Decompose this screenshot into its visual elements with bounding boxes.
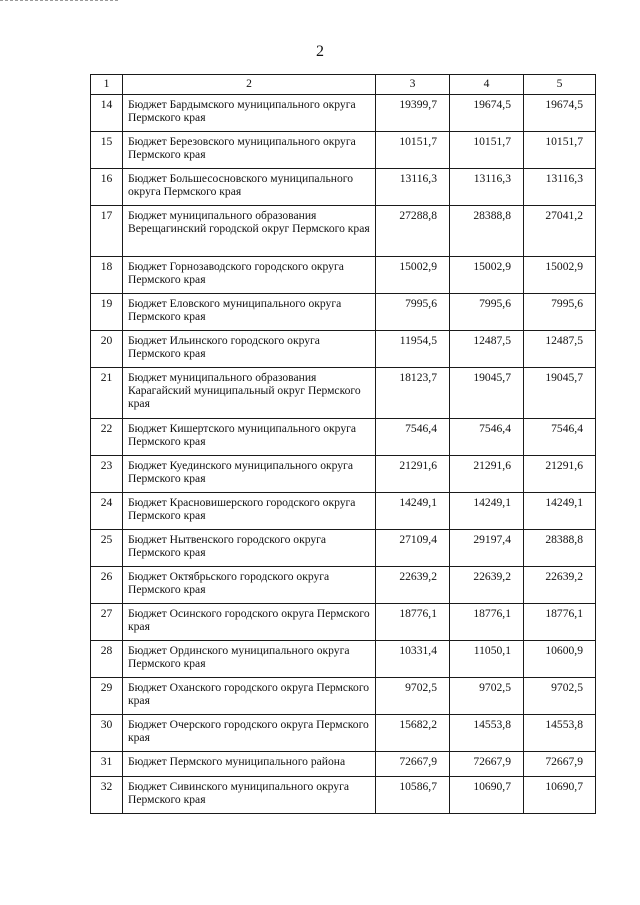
- table-row: [91, 567, 596, 604]
- column-header-1: 1: [91, 75, 123, 95]
- budget-name: Бюджет Кишертского муниципального округа Пермского края: [123, 419, 376, 456]
- row-number: 29: [91, 678, 123, 715]
- table-row: [91, 715, 596, 752]
- column-header-3: 3: [376, 75, 450, 95]
- table-row: [91, 777, 596, 814]
- value-col-4: 13116,3: [450, 169, 524, 206]
- budget-table: [90, 74, 596, 814]
- value-col-5: 28388,8: [524, 530, 596, 567]
- table-row: [91, 331, 596, 368]
- column-header-5: 5: [524, 75, 596, 95]
- value-col-4: 14553,8: [450, 715, 524, 752]
- value-col-4: 7546,4: [450, 419, 524, 456]
- budget-name: Бюджет Нытвенского городского округа Пермского края: [123, 530, 376, 567]
- page-number: 2: [316, 43, 324, 60]
- value-col-4: 29197,4: [450, 530, 524, 567]
- budget-name: Бюджет муниципального образования Карагайский муниципальный округ Пермского края: [123, 368, 376, 419]
- scan-corner-mark: [0, 0, 118, 3]
- table-row: [91, 419, 596, 456]
- table-row: [91, 604, 596, 641]
- value-col-3: 72667,9: [376, 752, 450, 777]
- value-col-5: 14249,1: [524, 493, 596, 530]
- row-number: 28: [91, 641, 123, 678]
- row-number: 16: [91, 169, 123, 206]
- value-col-3: 19399,7: [376, 95, 450, 132]
- budget-name: Бюджет Осинского городского округа Пермского края: [123, 604, 376, 641]
- value-col-4: 10690,7: [450, 777, 524, 814]
- value-col-4: 22639,2: [450, 567, 524, 604]
- value-col-3: 18123,7: [376, 368, 450, 419]
- column-number-row: [91, 75, 596, 95]
- value-col-4: 28388,8: [450, 206, 524, 257]
- budget-name: Бюджет Сивинского муниципального округа Пермского края: [123, 777, 376, 814]
- value-col-3: 9702,5: [376, 678, 450, 715]
- budget-name: Бюджет Куединского муниципального округа Пермского края: [123, 456, 376, 493]
- value-col-3: 14249,1: [376, 493, 450, 530]
- row-number: 31: [91, 752, 123, 777]
- value-col-3: 27288,8: [376, 206, 450, 257]
- table-row: [91, 530, 596, 567]
- row-number: 14: [91, 95, 123, 132]
- row-number: 25: [91, 530, 123, 567]
- value-col-5: 18776,1: [524, 604, 596, 641]
- budget-name: Бюджет Ординского муниципального округа Пермского края: [123, 641, 376, 678]
- row-number: 17: [91, 206, 123, 257]
- budget-name: Бюджет Октябрьского городского округа Пермского края: [123, 567, 376, 604]
- value-col-5: 10151,7: [524, 132, 596, 169]
- value-col-4: 11050,1: [450, 641, 524, 678]
- value-col-3: 7546,4: [376, 419, 450, 456]
- table-row: [91, 368, 596, 419]
- table-row: [91, 206, 596, 257]
- value-col-5: 13116,3: [524, 169, 596, 206]
- value-col-3: 15682,2: [376, 715, 450, 752]
- row-number: 18: [91, 257, 123, 294]
- value-col-3: 27109,4: [376, 530, 450, 567]
- value-col-4: 19674,5: [450, 95, 524, 132]
- budget-name: Бюджет Горнозаводского городского округа Пермского края: [123, 257, 376, 294]
- value-col-4: 18776,1: [450, 604, 524, 641]
- value-col-5: 10690,7: [524, 777, 596, 814]
- table-row: [91, 456, 596, 493]
- row-number: 32: [91, 777, 123, 814]
- table-row: [91, 641, 596, 678]
- budget-name: Бюджет Ильинского городского округа Пермского края: [123, 331, 376, 368]
- value-col-3: 10151,7: [376, 132, 450, 169]
- budget-name: Бюджет муниципального образования Верещагинский городской округ Пермского края: [123, 206, 376, 257]
- value-col-4: 10151,7: [450, 132, 524, 169]
- budget-name: Бюджет Пермского муниципального района: [123, 752, 376, 777]
- value-col-5: 14553,8: [524, 715, 596, 752]
- value-col-4: 12487,5: [450, 331, 524, 368]
- row-number: 20: [91, 331, 123, 368]
- value-col-3: 13116,3: [376, 169, 450, 206]
- row-number: 27: [91, 604, 123, 641]
- row-number: 30: [91, 715, 123, 752]
- column-header-2: 2: [123, 75, 376, 95]
- row-number: 26: [91, 567, 123, 604]
- value-col-4: 15002,9: [450, 257, 524, 294]
- table-row: [91, 678, 596, 715]
- value-col-5: 27041,2: [524, 206, 596, 257]
- value-col-3: 22639,2: [376, 567, 450, 604]
- table-row: [91, 257, 596, 294]
- value-col-3: 15002,9: [376, 257, 450, 294]
- value-col-3: 10331,4: [376, 641, 450, 678]
- table-row: [91, 132, 596, 169]
- value-col-5: 19045,7: [524, 368, 596, 419]
- table-row: [91, 294, 596, 331]
- value-col-5: 9702,5: [524, 678, 596, 715]
- value-col-3: 7995,6: [376, 294, 450, 331]
- value-col-5: 7546,4: [524, 419, 596, 456]
- value-col-4: 14249,1: [450, 493, 524, 530]
- row-number: 22: [91, 419, 123, 456]
- value-col-4: 72667,9: [450, 752, 524, 777]
- budget-name: Бюджет Красновишерского городского округа Пермского края: [123, 493, 376, 530]
- row-number: 24: [91, 493, 123, 530]
- row-number: 19: [91, 294, 123, 331]
- budget-table-body: [91, 75, 596, 814]
- value-col-3: 11954,5: [376, 331, 450, 368]
- table-row: [91, 752, 596, 777]
- value-col-5: 12487,5: [524, 331, 596, 368]
- budget-name: Бюджет Оханского городского округа Пермского края: [123, 678, 376, 715]
- budget-name: Бюджет Еловского муниципального округа Пермского края: [123, 294, 376, 331]
- table-row: [91, 169, 596, 206]
- budget-name: Бюджет Очерского городского округа Пермского края: [123, 715, 376, 752]
- table-row: [91, 95, 596, 132]
- budget-name: Бюджет Бардымского муниципального округа Пермского края: [123, 95, 376, 132]
- row-number: 23: [91, 456, 123, 493]
- value-col-5: 22639,2: [524, 567, 596, 604]
- value-col-5: 19674,5: [524, 95, 596, 132]
- value-col-3: 21291,6: [376, 456, 450, 493]
- value-col-4: 19045,7: [450, 368, 524, 419]
- value-col-4: 9702,5: [450, 678, 524, 715]
- value-col-3: 18776,1: [376, 604, 450, 641]
- value-col-5: 72667,9: [524, 752, 596, 777]
- value-col-4: 7995,6: [450, 294, 524, 331]
- value-col-4: 21291,6: [450, 456, 524, 493]
- row-number: 21: [91, 368, 123, 419]
- budget-name: Бюджет Березовского муниципального округа Пермского края: [123, 132, 376, 169]
- value-col-5: 10600,9: [524, 641, 596, 678]
- value-col-5: 21291,6: [524, 456, 596, 493]
- budget-name: Бюджет Большесосновского муниципального округа Пермского края: [123, 169, 376, 206]
- value-col-5: 15002,9: [524, 257, 596, 294]
- value-col-3: 10586,7: [376, 777, 450, 814]
- table-row: [91, 493, 596, 530]
- row-number: 15: [91, 132, 123, 169]
- value-col-5: 7995,6: [524, 294, 596, 331]
- column-header-4: 4: [450, 75, 524, 95]
